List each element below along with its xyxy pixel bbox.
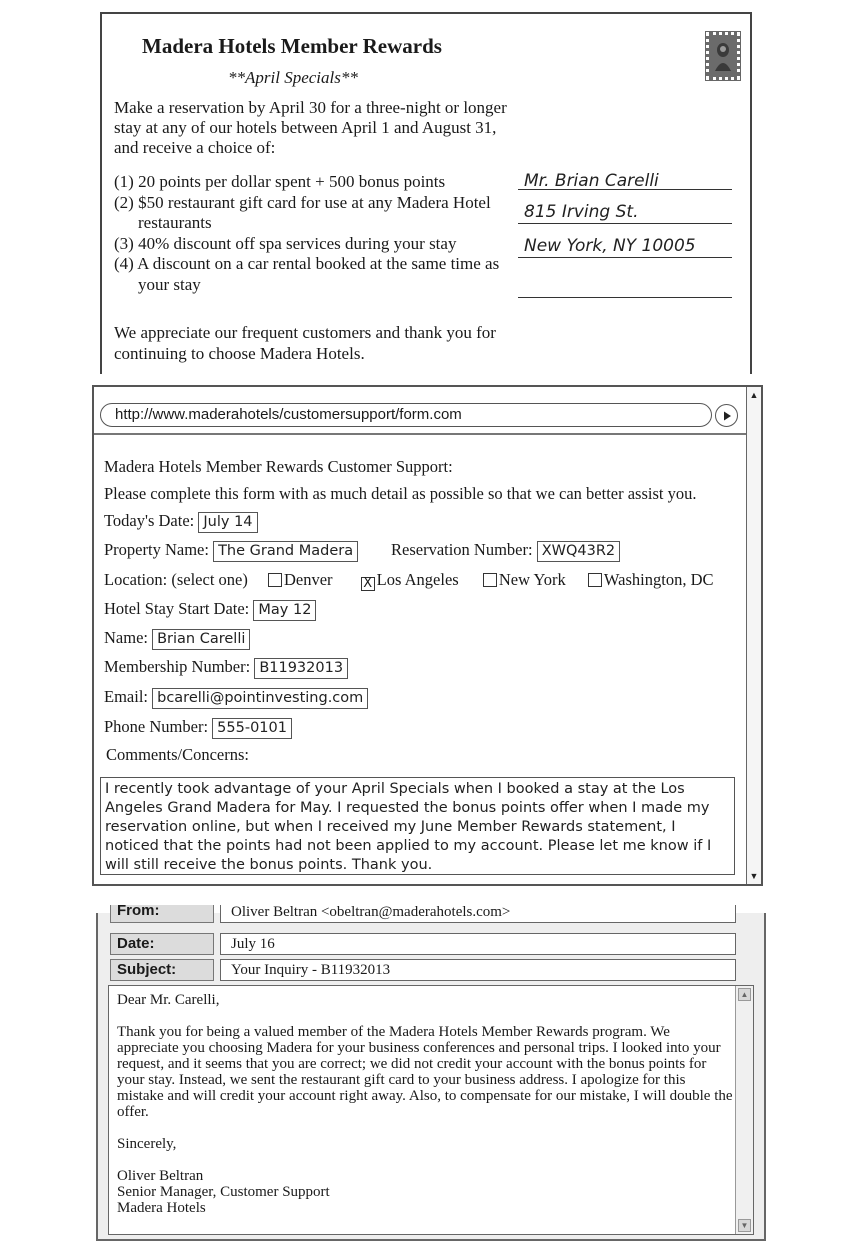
reservation-number-field[interactable]: XWQ43R2 [537,541,620,562]
email-row [104,687,368,709]
comments-label: Comments/Concerns: [106,745,249,764]
location-option-label: Los Angeles [376,570,459,589]
stay-start-label: Hotel Stay Start Date: [104,599,250,618]
address-name: Mr. Brian Carelli [518,162,732,190]
postcard [100,12,752,374]
location-option-label: New York [498,570,566,589]
email-paragraph: Thank you for being a valued member of the Madera Hotels Member Rewards program. We appreciate you choosing Madera for your business conferences and personal trips. I looked into your request, and it seems that you are correct; we did not credit your account with the bonus points for your stay. Instead, we sent the restaurant gift card to your business address. I apologize for this mistake and will credit your account right away. Also, to compensate for our mistake, I will double the offer. [117,1024,733,1120]
new-york-checkbox[interactable] [483,573,497,587]
phone-row [104,717,292,739]
membership-field[interactable]: B11932013 [254,658,348,679]
triangle-up-icon[interactable]: ▲ [738,988,751,1001]
location-option-label: Denver [283,570,333,589]
divider [94,433,746,435]
email-text [117,992,733,1216]
from-label: From: [110,905,214,923]
name-label: Name: [104,628,148,647]
membership-row [104,657,348,679]
postcard-title: Madera Hotels Member Rewards [142,34,442,58]
from-field: Oliver Beltran <obeltran@maderahotels.com> [220,905,736,923]
support-web-form [92,385,763,886]
email-label: Email: [104,687,148,706]
offer-list [114,172,514,295]
offer-item: (3) 40% discount off spa services during your stay [114,233,457,253]
location-option-denver[interactable] [268,570,333,589]
property-name-label: Property Name: [104,540,209,559]
todays-date-field[interactable]: July 14 [198,512,257,533]
washington-dc-checkbox[interactable] [588,573,602,587]
comments-textarea[interactable]: I recently took advantage of your April Specials when I booked a stay at the Los Angeles Grand Madera for May. I requested the bonus points offer when I made my reservation online, but when I received my June Member Rewards statement, I noticed that the points had not been applied to my account. Please let me know if I will still receive the bonus points. Thank you. [100,777,735,875]
form-scrollbar[interactable] [746,387,761,884]
todays-date-row [104,511,258,533]
location-label: Location: (select one) [104,570,248,589]
email-signoff: Sincerely, [117,1136,177,1152]
membership-label: Membership Number: [104,657,251,676]
triangle-up-icon[interactable]: ▲ [749,390,759,400]
location-option-new-york[interactable] [483,570,566,589]
url-bar[interactable]: http://www.maderahotels/customersupport/form.com [100,403,712,427]
phone-label: Phone Number: [104,717,209,736]
postcard-subtitle: **April Specials** [228,68,358,87]
name-field[interactable]: Brian Carelli [152,629,250,650]
postcard-closing: We appreciate our frequent customers and thank you for continuing to choose Madera Hotels. [114,323,496,363]
name-row [104,628,250,650]
location-option-label: Washington, DC [603,570,714,589]
location-option-washington-dc[interactable] [588,570,714,589]
email-field[interactable]: bcarelli@pointinvesting.com [152,688,368,709]
address-blank-line [518,258,732,298]
form-heading: Madera Hotels Member Rewards Customer Support: [104,457,453,476]
address-city: New York, NY 10005 [518,224,732,258]
stay-start-row [104,599,316,621]
stay-start-field[interactable]: May 12 [253,600,316,621]
location-row [104,570,714,591]
triangle-down-icon[interactable]: ▼ [738,1219,751,1232]
property-name-row [104,540,358,562]
address-street: 815 Irving St. [518,190,732,224]
form-instructions: Please complete this form with as much detail as possible so that we can better assist you. [104,484,697,503]
offer-item: (1) 20 points per dollar spent + 500 bonus points [114,172,446,191]
los-angeles-checkbox[interactable]: X [361,577,375,591]
reservation-number-label: Reservation Number: [391,540,533,559]
signature-name: Oliver Beltran [117,1168,204,1184]
email-scrollbar[interactable] [735,986,753,1234]
location-option-los-angeles[interactable] [361,570,459,589]
signature-company: Madera Hotels [117,1200,206,1216]
postage-stamp-icon [706,32,740,80]
triangle-down-icon[interactable]: ▼ [749,871,759,881]
offer-item: (4) A discount on a car rental booked at the same time as your stay [114,254,500,294]
mailing-address [518,162,732,298]
offer-item: (2) $50 restaurant gift card for use at any Madera Hotel restaurants [114,192,491,232]
signature-title: Senior Manager, Customer Support [117,1184,330,1200]
email-reply [96,902,766,1241]
postcard-intro: Make a reservation by April 30 for a three-night or longer stay at any of our hotels between April 1 and August 31, and receive a choice of: [114,98,507,157]
email-body [108,985,754,1235]
denver-checkbox[interactable] [268,573,282,587]
property-name-field[interactable]: The Grand Madera [213,541,358,562]
date-label: Date: [110,933,214,955]
date-field: July 16 [220,933,736,955]
subject-field: Your Inquiry - B11932013 [220,959,736,981]
reservation-number-row [391,540,620,562]
phone-field[interactable]: 555-0101 [212,718,292,739]
subject-label: Subject: [110,959,214,981]
play-arrow-icon[interactable] [715,404,738,427]
email-greeting: Dear Mr. Carelli, [117,992,220,1008]
todays-date-label: Today's Date: [104,511,195,530]
